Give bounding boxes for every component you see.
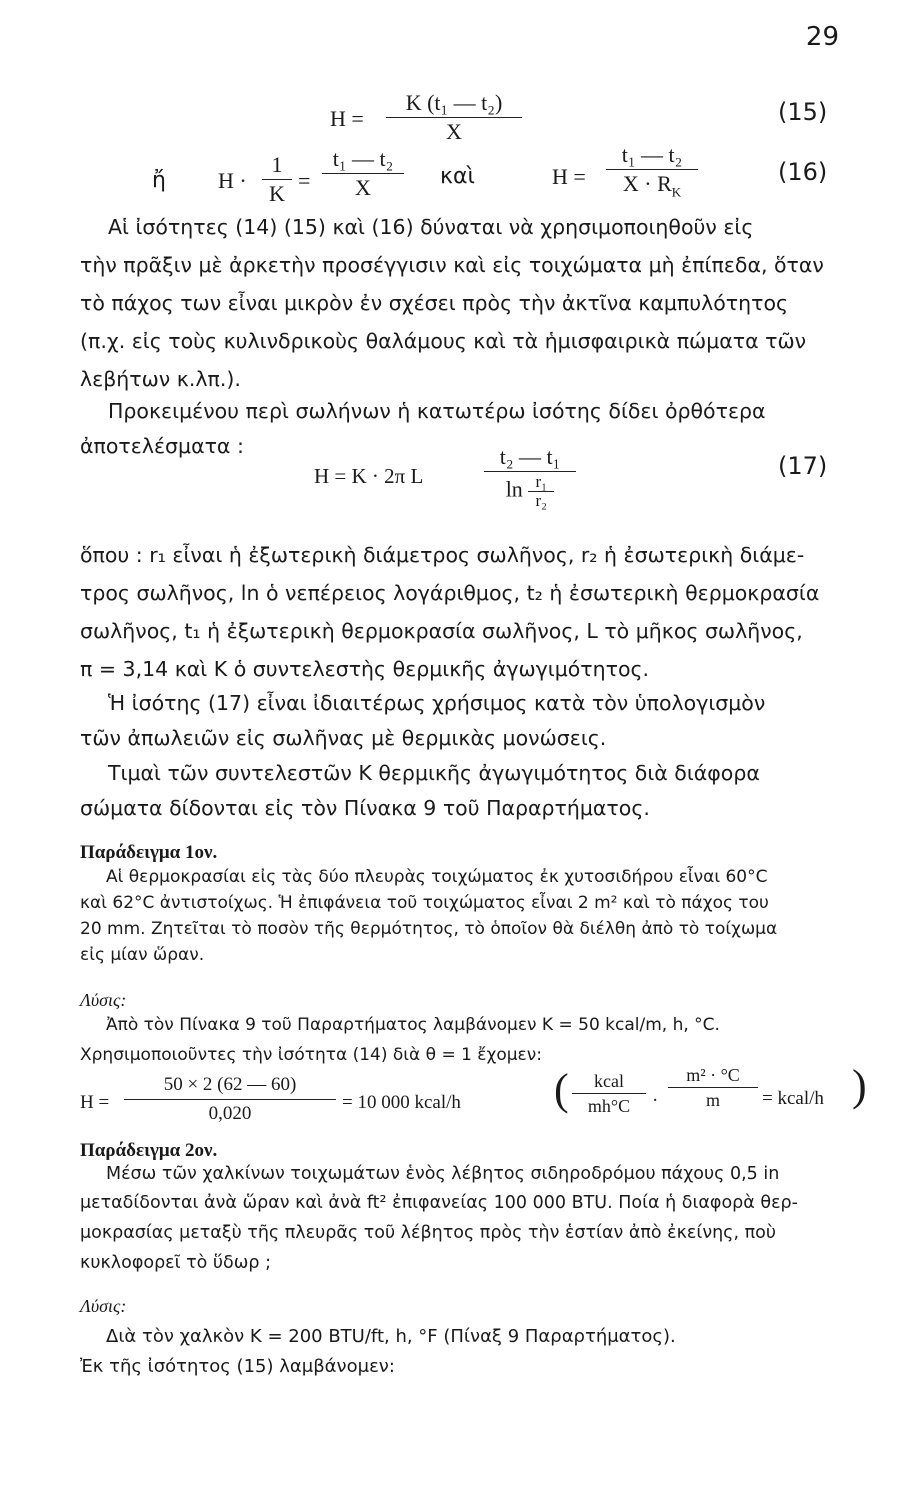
paragraph-line: σώματα δίδονται εἰς τὸν Πίνακα 9 τοῦ Παραρτήματος. [80,796,650,820]
eq15-numerator: K (t₁ — t₂) [405,90,503,115]
example-line: καὶ 62°C ἀντιστοίχως. Ἡ ἐπιφάνεια τοῦ τοιχώματος εἶναι 2 m² καὶ τὸ πάχος του [80,893,769,913]
example-1-text [106,864,856,890]
eq17-r-num: r₁ [535,472,548,491]
paragraph-4-cont [80,722,852,754]
paragraph-line: σωλῆνος, t₁ ἡ ἐξωτερικὴ θερμοκρασία σωλῆνος, L τὸ μῆκος σωλῆνος, [80,619,803,643]
calc-fraction [124,1072,336,1127]
example-2-text [106,1160,864,1188]
calc-unit-fraction-2 [668,1064,758,1111]
paragraph-3 [80,536,852,688]
page-number: 29 [805,22,839,52]
eq15-fraction [386,90,522,145]
example-line: 20 mm. Ζητεῖται τὸ ποσὸν τῆς θερμότητος, τὸ ὁποῖον θὰ διέλθη ἀπὸ τὸ τοίχωμα [80,919,778,939]
calc-result: = 10 000 kcal/h [342,1092,461,1113]
eq16-fraction-2 [322,146,404,201]
example-2-solution-label: Λύσις: [80,1296,127,1316]
example-line: μοκρασίας μεταξὺ τῆς πλευρᾶς τοῦ λέβητος πρὸς τὴν ἑστίαν ἀπὸ ἐκείνης, ποὺ [80,1223,776,1243]
calc-lhs: H = [80,1092,110,1113]
paragraph-line: τὴν πρᾶξιν μὲ ἀρκετὴν προσέγγισιν καὶ εἰς τοιχώματα μὴ ἐπίπεδα, ὅταν [80,253,824,277]
book-page: 29 H = K (t₁ — t₂) X (15) ἤ H · 1 K = t₁ — t₂ X καὶ H = t₁ — t₂ $X \cdot R_K$ (16) Αἱ ἰσότητες (14) (15) καὶ (16) δύναται νὰ χρησιμοποιηθοῦν εἰς τὴν πρᾶξιν μὲ ἀρκετὴν προσέγγισιν καὶ εἰς τοιχώματα μὴ ἐπίπεδα, ὅταν τὸ πάχος των εἶναι μικρὸν ἐν σχέσει πρὸς τὴν ἀκτῖνα καμπυλότητος (π.χ. εἰς τοὺς κυλινδρικοὺς θαλάμους καὶ τὰ ἡμισφαιρικὰ πώματα τῶν λεβήτων κ.λπ.). Προκειμένου περὶ σωλήνων ἡ κατωτέρω ἰσότης δίδει ὀρθότερα ἀποτελέσματα : H = K · 2π L t₂ — t₁ ln $\frac{\text{r₁}}{\text{r₂}}$ (17) ὅπου : r₁ εἶναι ἡ ἐξωτερικὴ διάμετρος σωλῆνος, r₂ ἡ ἐσωτερικὴ διάμε- τρος σωλῆνος, ln ὁ νεπέρειος λογάριθμος, t₂ ἡ ἐσωτερικὴ θερμοκρασία σωλῆνος, t₁ ἡ ἐξωτερικὴ θερμοκρασία σωλῆνος, L τὸ μῆκος σωλῆνος, π = 3,14 καὶ Κ ὁ συντελεστὴς θερμικῆς ἀγωγιμότητος. Ἡ ἰσότης (17) εἶναι ἰδιαιτέρως χρήσιμος κατὰ τὸν ὑπολογισμὸν τῶν ἀπωλειῶν εἰς σωλῆνας μὲ θερμικὰς μονώσεις. Τιμαὶ τῶν συντελεστῶν Κ θερμικῆς ἀγωγιμότητος διὰ διάφορα σώματα δίδονται εἰς τὸν Πίνακα 9 τοῦ Παραρτήματος. Παράδειγμα 1ον. Αἱ θερμοκρασίαι εἰς τὰς δύο πλευρὰς τοιχώματος ἐκ χυτοσιδήρου εἶναι 60°C καὶ 62°C ἀντιστοίχως. Ἡ ἐπιφάνεια τοῦ τοιχώματος εἶναι 2 m² καὶ τὸ πάχος του 20 mm. Ζητεῖται τὸ ποσὸν τῆς θερμότητος, τὸ ὁποῖον θὰ διέλθη ἀπὸ τὸ τοίχωμα εἰς μίαν ὥραν. Λύσις: Ἀπὸ τὸν Πίνακα 9 τοῦ Παραρτήματος λαμβάνομεν K = 50 kcal/m, h, °C. Χρησιμοποιοῦντες τὴν ἰσότητα (14) διὰ θ = 1 ἔχομεν: H = 50 × 2 (62 — 60) 0,020 = 10 000 kcal/h ( kcal mh°C · m² · °C m = kcal/h ) Παράδειγμα 2ον. Μέσω τῶν χαλκίνων τοιχωμάτων ἑνὸς λέβητος σιδηροδρόμου πάχους 0,5 in μεταδίδονται ἀνὰ ὥραν καὶ ἀνὰ ft² ἐπιφανείας 100 000 BTU. Ποία ἡ διαφορὰ θερ- μοκρασίας μεταξὺ τῆς πλευρᾶς τοῦ λέβητος πρὸς τὴν ἑστίαν ἀπὸ ἐκείνης, ποὺ κυκλοφορεῖ τὸ ὕδωρ ; Λύσις: Διὰ τὸν χαλκὸν K = 200 BTU/ft, h, °F (Πίναξ 9 Παραρτήματος). Ἐκ τῆς ἰσότητος (15) λαμβάνομεν: [0,0,919,1500]
paragraph-line: Προκειμένου περὶ σωλήνων ἡ κατωτέρω ἰσότης δίδει ὀρθότερα [108,399,766,423]
eq16-den2: X [355,175,371,200]
paragraph-line: Αἱ ἰσότητες (14) (15) καὶ (16) δύναται νὰ χρησιμοποιηθοῦν εἰς [108,215,754,239]
solution-line: Ἐκ τῆς ἰσότητος (15) λαμβάνομεν: [80,1356,395,1377]
paragraph-line: τρος σωλῆνος, ln ὁ νεπέρειος λογάριθμος, t₂ ἡ ἐσωτερικὴ θερμοκρασία [80,581,820,605]
paragraph-line: ὅπου : r₁ εἶναι ἡ ἐξωτερικὴ διάμετρος σωλῆνος, r₂ ἡ ἐσωτερικὴ διάμε- [80,543,805,567]
example-line: κυκλοφορεῖ τὸ ὕδωρ ; [80,1253,271,1273]
solution-line: Διὰ τὸν χαλκὸν K = 200 BTU/ft, h, °F (Πίναξ 9 Παραρτήματος). [106,1326,676,1347]
paragraph-line: λεβήτων κ.λπ.). [80,367,241,391]
eq17-lhs: H = K · 2π L [314,464,424,488]
paragraph-line: τὸ πάχος των εἶναι μικρὸν ἐν σχέσει πρὸς τὴν ἀκτῖνα καμπυλότητος [80,291,789,315]
paragraph-line: π = 3,14 καὶ Κ ὁ συντελεστὴς θερμικῆς ἀγωγιμότητος. [80,657,650,681]
eq16-label: (16) [778,158,828,186]
paragraph-5 [108,754,852,792]
paragraph-2-cont [80,430,480,462]
eq17-ln: ln [505,476,523,502]
eq16-den1: K [269,181,285,206]
calc-numerator: 50 × 2 (62 — 60) [163,1074,297,1095]
example-2-heading: Παράδειγμα 2ον. [80,1140,218,1161]
eq16-and: καὶ [440,164,475,189]
eq16-or: ἤ [152,168,166,193]
paragraph-line: Τιμαὶ τῶν συντελεστῶν Κ θερμικῆς ἀγωγιμότητος διὰ διάφορα [108,761,760,785]
eq16-den3: X · R [622,171,672,196]
eq16-fraction-3 [606,142,698,205]
unit-den-1: mh°C [587,1096,631,1116]
eq16-equals: = [298,168,311,193]
unit-num-2: m² · °C [686,1065,740,1085]
unit-den-2: m [705,1090,720,1110]
eq16-num3: t₁ — t₂ [621,142,683,167]
paragraph-line: Ἡ ἰσότης (17) εἶναι ἰδιαιτέρως χρήσιμος κατὰ τὸν ὑπολογισμὸν [108,691,766,715]
eq16-lhs1: H · [218,168,247,193]
paragraph-line: (π.χ. εἰς τοὺς κυλινδρικοὺς θαλάμους καὶ τὰ ἡμισφαιρικὰ πώματα τῶν [80,329,807,353]
example-1-text-cont [80,890,856,968]
example-line: εἰς μίαν ὥραν. [80,945,205,965]
eq17-label: (17) [778,452,828,480]
eq16-den3-sub: K [671,184,682,200]
example-1-heading: Παράδειγμα 1ον. [80,842,218,863]
paragraph-1-cont [80,246,850,398]
unit-num-1: kcal [594,1071,624,1091]
solution-line: Χρησιμοποιοῦντες τὴν ἰσότητα (14) διὰ θ = 1 ἔχομεν: [80,1045,542,1065]
calc-unit-result: = kcal/h [762,1088,824,1109]
paragraph-2 [108,392,848,430]
paragraph-line: ἀποτελέσματα : [80,434,244,458]
example-1-solution-label: Λύσις: [80,990,127,1010]
solution-line: Ἀπὸ τὸν Πίνακα 9 τοῦ Παραρτήματος λαμβάνομεν K = 50 kcal/m, h, °C. [106,1015,720,1035]
paragraph-5-cont [80,792,852,824]
paragraph-1 [108,208,848,246]
eq17-fraction [484,444,576,510]
paragraph-line: τῶν ἀπωλειῶν εἰς σωλῆνας μὲ θερμικὰς μονώσεις. [80,726,607,750]
paragraph-4 [108,684,852,722]
eq15-label: (15) [778,98,828,126]
example-2-solution-cont [80,1352,864,1382]
calc-denominator: 0,020 [208,1103,252,1124]
example-line: Μέσω τῶν χαλκίνων τοιχωμάτων ἑνὸς λέβητος σιδηροδρόμου πάχους 0,5 in [106,1164,780,1184]
example-2-text-cont [80,1188,864,1278]
eq16-num2: t₁ — t₂ [332,146,394,171]
eq16-fraction-1 [262,152,292,207]
eq17-numerator: t₂ — t₁ [499,444,561,469]
calc-unit-fraction-1 [572,1070,646,1117]
eq15-denominator: X [446,119,462,144]
example-line: Αἱ θερμοκρασίαι εἰς τὰς δύο πλευρὰς τοιχώματος ἐκ χυτοσιδήρου εἶναι 60°C [106,867,768,887]
calc-dot: · [652,1090,659,1111]
example-2-solution [106,1322,864,1352]
example-1-solution [106,1010,856,1040]
eq17-r-den: r₂ [535,491,548,510]
eq15-lhs: H = [330,106,364,131]
eq16-lhs2: H = [552,164,586,189]
eq16-num1: 1 [271,152,283,177]
example-line: μεταδίδονται ἀνὰ ὥραν καὶ ἀνὰ ft² ἐπιφανείας 100 000 BTU. Ποία ἡ διαφορὰ θερ- [80,1193,798,1213]
